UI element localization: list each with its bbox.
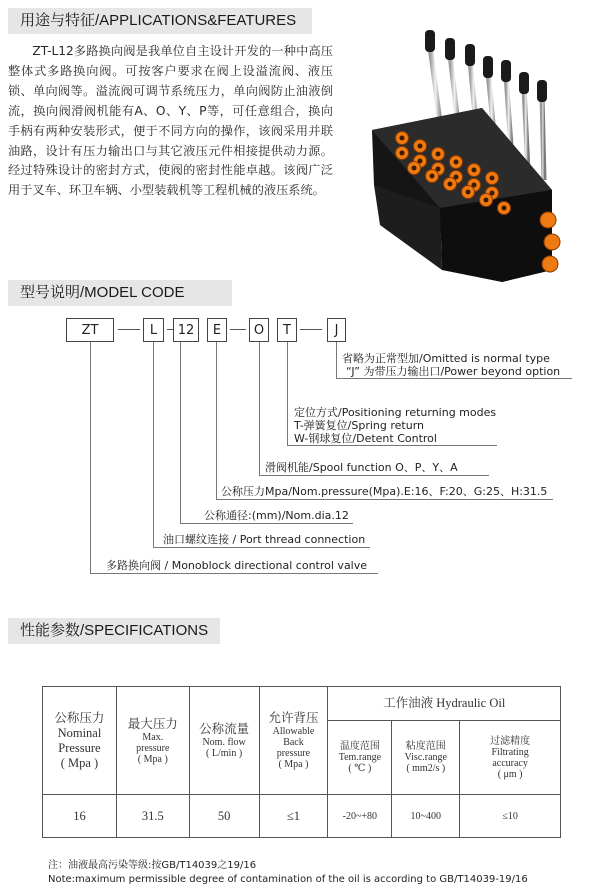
code-box-port: L xyxy=(143,318,164,342)
note-cn: 注：油液最高污染等级:按GB/T14039之19/16 xyxy=(48,860,257,871)
note-en: Note:maximum permissible degree of contamination of the oil is according to GB/T14039-19/16 xyxy=(48,874,528,885)
annotation-spring: T-弹簧复位/Spring return xyxy=(294,419,425,432)
port-hole xyxy=(490,176,495,181)
header-temp: 温度范围 Tem.range ( ℃ ) xyxy=(328,721,392,795)
header-visc: 粘度范围 Visc.range ( mm2/s ) xyxy=(392,721,460,795)
leader-hline xyxy=(216,499,553,500)
leader-vline xyxy=(259,342,260,475)
annotation-dia: 公称通径:(mm)/Nom.dia.12 xyxy=(204,509,349,522)
port-hole xyxy=(454,160,459,165)
port-hole xyxy=(412,166,417,171)
value-nom-flow: 50 xyxy=(189,795,259,838)
port-hole xyxy=(400,151,405,156)
leader-hline xyxy=(259,475,489,476)
value-max-pressure: 31.5 xyxy=(116,795,189,838)
port-hole xyxy=(484,198,489,203)
code-dash xyxy=(300,329,322,330)
annotation-port: 油口螺纹连接 / Port thread connection xyxy=(163,533,366,546)
leader-hline xyxy=(336,378,572,379)
lever-knob xyxy=(501,60,511,82)
annotation-detent: W-钢球复位/Detent Control xyxy=(294,432,437,445)
lever-knob xyxy=(425,30,435,52)
code-box-pressure: E xyxy=(207,318,227,342)
port-hole xyxy=(448,182,453,187)
port-hole xyxy=(400,136,405,141)
annotation-valve: 多路换向阀 / Monoblock directional control valve xyxy=(106,559,368,572)
leader-vline xyxy=(287,342,288,445)
code-box-series: ZT xyxy=(66,318,114,342)
code-dash xyxy=(118,329,140,330)
section-header-specifications: 性能参数/SPECIFICATIONS xyxy=(8,618,220,644)
port-hole xyxy=(502,206,507,211)
leader-hline xyxy=(90,573,378,574)
annotation-positioning: 定位方式/Positioning returning modes xyxy=(294,406,497,419)
side-port-plug xyxy=(540,212,556,228)
code-box-spool: O xyxy=(249,318,269,342)
annotation-power-beyond: “J” 为带压力输出口/Power beyond option xyxy=(346,365,561,378)
leader-vline xyxy=(336,342,337,378)
lever-knob xyxy=(465,44,475,66)
annotation-spool: 滑阀机能/Spool function O、P、Y、A xyxy=(265,461,458,474)
code-box-option: J xyxy=(327,318,346,342)
lever-knob xyxy=(537,80,547,102)
code-box-return: T xyxy=(277,318,297,342)
leader-vline xyxy=(180,342,181,523)
lever-knob xyxy=(445,38,455,60)
header-back-pressure: 允许背压 Allowable Back pressure ( Mpa ) xyxy=(259,687,328,795)
code-dash xyxy=(230,329,246,330)
value-filt: ≤10 xyxy=(460,795,561,838)
value-temp: -20~+80 xyxy=(328,795,392,838)
lever-rod xyxy=(524,88,528,170)
leader-hline xyxy=(153,547,370,548)
code-box-dia: 12 xyxy=(173,318,199,342)
side-port-plug xyxy=(544,234,560,250)
section-header-model-code: 型号说明/MODEL CODE xyxy=(8,280,232,306)
annotation-omit: 省略为正常型加/Omitted is normal type xyxy=(342,352,550,365)
side-port-plug xyxy=(542,256,558,272)
leader-vline xyxy=(90,342,91,573)
header-hydraulic-oil: 工作油液 Hydraulic Oil xyxy=(328,687,561,721)
valve-product-image xyxy=(352,20,584,292)
value-visc: 10~400 xyxy=(392,795,460,838)
intro-paragraph: ZT-L12多路换向阀是我单位自主设计开发的一种中高压整体式多路换向阀。可按客户要求在阀上设溢流阀、液压锁、单向阀等。溢流阀可调节系统压力，单向阀防止油液倒流，换向阀滑阀机能有A、O、Y、P等，可任意组合，换向手柄有两种安装形式，便于不同方向的操作，该阀采用并联油路，设计有压力输出口与其它液压元件相接提供动力源。经过特殊设计的密封方式，使阀的密封性能卓越。该阀广泛用于叉车、环卫车辆、小型装载机等工程机械的液压系统。 xyxy=(8,44,333,198)
port-hole xyxy=(436,152,441,157)
spec-table xyxy=(42,686,561,838)
value-nom-pressure: 16 xyxy=(43,795,117,838)
port-hole xyxy=(466,190,471,195)
lever-knob xyxy=(519,72,529,94)
header-filt: 过滤精度 Filtrating accuracy ( μm ) xyxy=(460,721,561,795)
value-back-pressure: ≤1 xyxy=(259,795,328,838)
leader-hline xyxy=(287,445,497,446)
lever-rod xyxy=(542,96,544,180)
section-header-applications: 用途与特征/APPLICATIONS&FEATURES xyxy=(8,8,312,34)
annotation-pressure: 公称压力Mpa/Nom.pressure(Mpa).E:16、F:20、G:25、H:31.5 xyxy=(221,485,548,498)
port-hole xyxy=(472,168,477,173)
leader-hline xyxy=(180,523,353,524)
port-hole xyxy=(430,174,435,179)
port-hole xyxy=(418,144,423,149)
header-max-pressure: 最大压力 Max. pressure ( Mpa ) xyxy=(116,687,189,795)
header-nom-pressure: 公称压力 Nominal Pressure ( Mpa ) xyxy=(43,687,117,795)
lever-knob xyxy=(483,56,493,78)
leader-vline xyxy=(216,342,217,499)
leader-vline xyxy=(153,342,154,547)
header-nom-flow: 公称流量 Nom. flow ( L/min ) xyxy=(189,687,259,795)
